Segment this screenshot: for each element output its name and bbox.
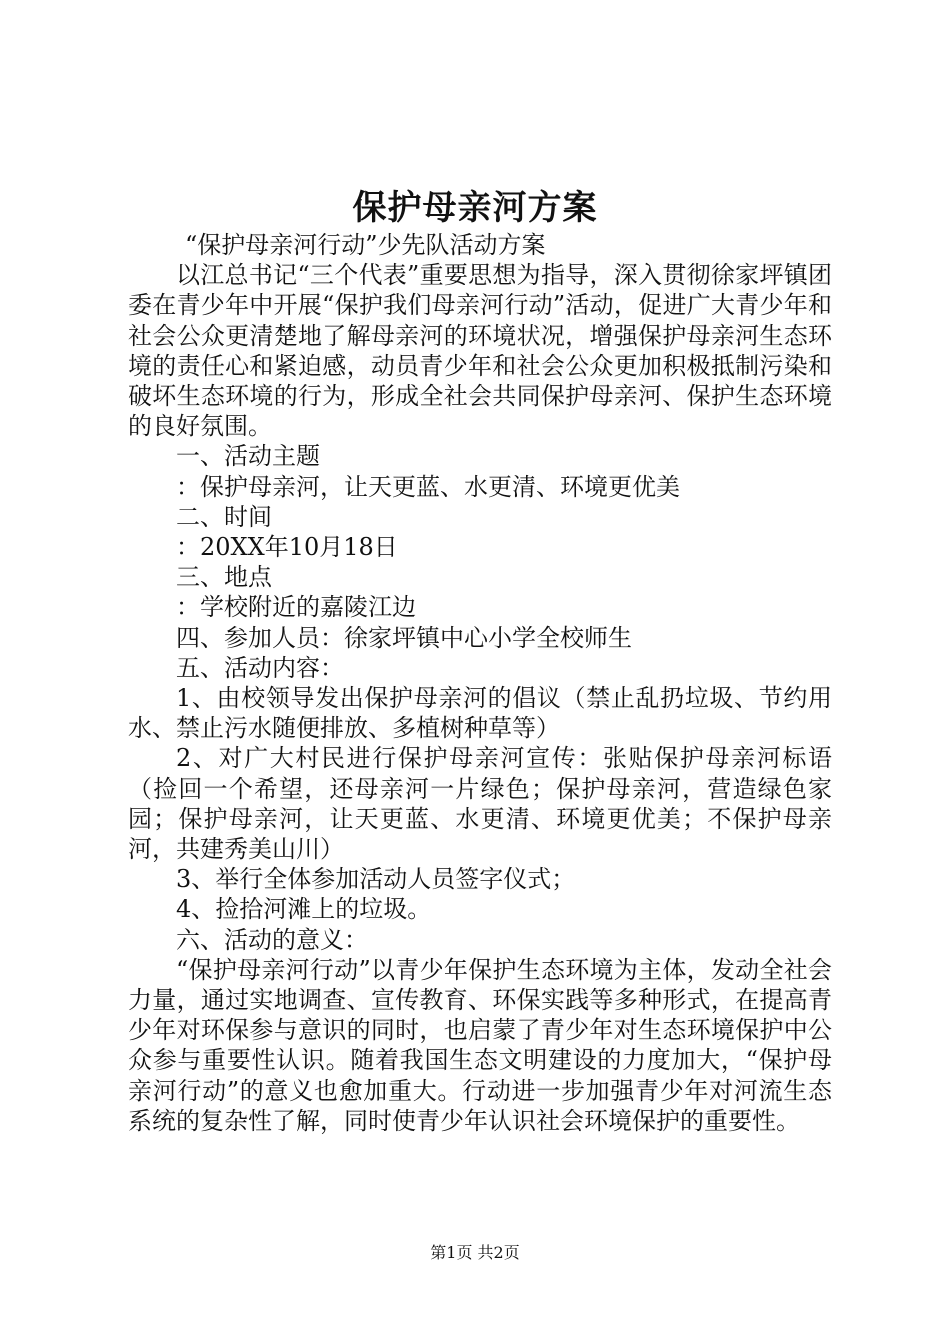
page-footer: 第1页 共2页 — [430, 1243, 520, 1262]
paragraph-content-item-3: 3、举行全体参加活动人员签字仪式； — [176, 865, 576, 894]
section-heading-significance: 六、活动的意义： — [176, 925, 368, 954]
paragraph-intro: 以江总书记“三个代表”重要思想为指导，深入贯彻徐家坪镇团委在青少年中开展“保护我们母亲河行动”活动，促进广大青少年和社会公众更清楚地了解母亲河的环境状况，增强保护母亲河生态环境的责任心和紧迫感，动员青少年和社会公众更加积极抵制污染和破坏生态环境的行为，形成全社会共同保护母亲河、保护生态环境的良好氛围。 — [128, 261, 832, 441]
paragraph-content-item-4: 4、捡拾河滩上的垃圾。 — [176, 895, 432, 924]
section-heading-content: 五、活动内容： — [176, 653, 344, 682]
document-title: 保护母亲河方案 — [352, 188, 598, 228]
paragraph-participants: 四、参加人员：徐家坪镇中心小学全校师生 — [176, 623, 632, 652]
paragraph-time: ：20XX年10月18日 — [176, 533, 398, 562]
paragraph-subtitle: “保护母亲河行动”少先队活动方案 — [185, 231, 546, 259]
paragraph-significance: “保护母亲河行动”以青少年保护生态环境为主体，发动全社会力量，通过实地调查、宣传教育、环保实践等多种形式，在提高青少年对环保参与意识的同时，也启蒙了青少年对生态环境保护中公众参与重要性认识。随着我国生态文明建设的力度加大，“保护母亲河行动”的意义也愈加重大。行动进一步加强青少年对河流生态系统的复杂性了解，同时使青少年认识社会环境保护的重要性。 — [128, 955, 832, 1135]
paragraph-theme: ：保护母亲河，让天更蓝、水更清、环境更优美 — [176, 472, 680, 501]
section-heading-theme: 一、活动主题 — [176, 442, 320, 471]
document-body — [128, 230, 832, 1136]
section-heading-time: 二、时间 — [176, 502, 272, 531]
paragraph-location: ：学校附近的嘉陵江边 — [176, 593, 416, 622]
paragraph-content-item-1: 1、由校领导发出保护母亲河的倡议（禁止乱扔垃圾、节约用水、禁止污水随便排放、多植树种草等） — [128, 684, 832, 743]
paragraph-content-item-2: 2、对广大村民进行保护母亲河宣传：张贴保护母亲河标语（捡回一个希望，还母亲河一片绿色；保护母亲河，营造绿色家园；保护母亲河，让天更蓝、水更清、环境更优美；不保护母亲河，共建秀美山川） — [128, 744, 832, 864]
section-heading-location: 三、地点 — [176, 563, 272, 592]
